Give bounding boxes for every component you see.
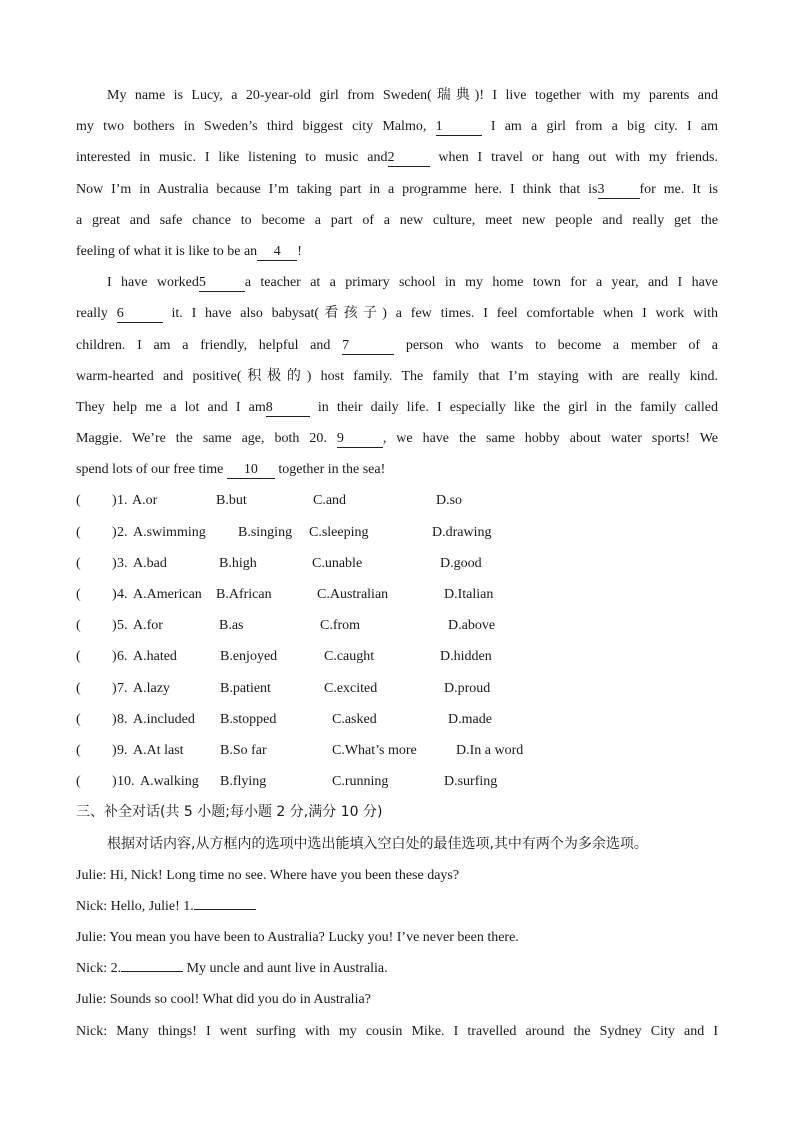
option-b[interactable]: B.high — [219, 555, 257, 571]
answer-paren-open[interactable]: ( — [76, 742, 81, 758]
dialogue-line: Nick: 2. My uncle and aunt live in Australia. — [76, 953, 718, 984]
option-a[interactable]: A.or — [132, 493, 158, 509]
section-instruction: 根据对话内容,从方框内的选项中选出能填入空白处的最佳选项,其中有两个为多余选项。 — [107, 835, 648, 852]
option-b[interactable]: B.African — [216, 587, 272, 602]
option-d[interactable]: D.In a word — [456, 742, 524, 758]
question-number: 5. — [117, 618, 128, 634]
option-b[interactable]: B.patient — [220, 680, 271, 696]
answer-blank-3[interactable]: 3 — [598, 182, 640, 199]
question-number: 2. — [117, 524, 128, 540]
multiple-choice-options — [76, 485, 718, 797]
answer-paren-close: ) — [112, 680, 117, 696]
answer-paren-open[interactable]: ( — [76, 649, 81, 665]
option-c[interactable]: C.sleeping — [309, 524, 369, 540]
dialogue — [76, 860, 718, 1047]
answer-paren-close: ) — [112, 742, 117, 758]
answer-blank-6[interactable]: 6 — [117, 306, 163, 323]
answer-paren-close: ) — [112, 524, 117, 540]
dialogue-line: Julie: Sounds so cool! What did you do in Australia? — [76, 992, 371, 1008]
question-number: 3. — [117, 555, 128, 571]
option-c[interactable]: C.asked — [332, 711, 377, 727]
answer-paren-open[interactable]: ( — [76, 774, 81, 790]
answer-paren-open[interactable]: ( — [76, 618, 81, 634]
option-row — [76, 610, 718, 641]
option-c[interactable]: C.unable — [312, 555, 363, 571]
option-row — [76, 485, 718, 516]
option-b[interactable]: B.but — [216, 493, 247, 509]
answer-paren-close: ) — [112, 555, 117, 571]
option-b[interactable]: B.enjoyed — [220, 649, 278, 665]
option-d[interactable]: D.drawing — [432, 524, 492, 540]
option-c[interactable]: C.caught — [324, 649, 375, 665]
option-c[interactable]: C.excited — [324, 680, 378, 696]
passage-line: really 6 it. I have also babysat(看孩子) a few times. I feel comfortable when I work with — [76, 306, 719, 322]
question-number: 6. — [117, 649, 128, 665]
dialogue-blank-2[interactable] — [121, 957, 183, 972]
option-c[interactable]: C.and — [313, 493, 347, 509]
answer-paren-close: ) — [112, 493, 117, 509]
option-b[interactable]: B.flying — [220, 774, 267, 790]
option-d[interactable]: D.Italian — [444, 587, 494, 602]
answer-blank-7[interactable]: 7 — [342, 338, 394, 355]
answer-blank-10[interactable]: 10 — [227, 462, 275, 479]
option-d[interactable]: D.made — [448, 711, 492, 727]
option-d[interactable]: D.so — [436, 493, 463, 509]
passage-line: They help me a lot and I am8 in their daily life. I especially like the girl in the family called — [76, 399, 719, 415]
answer-paren-open[interactable]: ( — [76, 555, 81, 571]
option-a[interactable]: A.for — [133, 618, 163, 634]
answer-blank-1[interactable]: 1 — [436, 119, 482, 136]
option-b[interactable]: B.So far — [220, 742, 267, 758]
option-a[interactable]: A.American — [133, 587, 202, 602]
option-row — [76, 548, 718, 579]
option-d[interactable]: D.above — [448, 618, 496, 634]
option-d[interactable]: D.surfing — [444, 774, 498, 790]
passage-line: interested in music. I like listening to music and2 when I travel or hang out with my friends. — [76, 150, 718, 166]
passage-line: my two bothers in Sweden’s third biggest city Malmo, 1 I am a girl from a big city. I am — [76, 119, 718, 135]
passage-line: children. I am a friendly, helpful and 7 person who wants to become a member of a — [76, 337, 719, 353]
passage-line: My name is Lucy, a 20-year-old girl from Sweden(瑞典)! I live together with my parents and — [107, 88, 718, 103]
passage-paragraph-2 — [76, 267, 718, 485]
option-b[interactable]: B.as — [219, 618, 244, 634]
answer-paren-close: ) — [112, 711, 117, 727]
question-number: 8. — [117, 711, 128, 727]
passage-line: spend lots of our free time 10 together in the sea! — [76, 462, 386, 478]
question-number: 9. — [117, 742, 128, 758]
passage-line: Maggie. We’re the same age, both 20. 9 , we have the same hobby about water sports! We — [76, 431, 719, 447]
answer-blank-4[interactable]: 4 — [257, 244, 297, 261]
dialogue-line: Julie: Hi, Nick! Long time no see. Where have you been these days? — [76, 867, 460, 883]
answer-blank-9[interactable]: 9 — [337, 431, 383, 448]
answer-paren-close: ) — [112, 587, 117, 602]
answer-blank-2[interactable]: 2 — [388, 150, 430, 167]
passage-line: warm-hearted and positive(积极的) host family. The family that I’m staying with are really kind. — [76, 368, 718, 384]
dialogue-blank-1[interactable] — [194, 895, 256, 910]
dialogue-line: Nick: Hello, Julie! 1. — [76, 891, 718, 922]
option-row — [76, 704, 718, 735]
option-a[interactable]: A.hated — [133, 649, 177, 665]
option-a[interactable]: A.bad — [133, 555, 167, 571]
option-c[interactable]: C.running — [332, 774, 389, 790]
dialogue-line: Nick: Many things! I went surfing with my cousin Mike. I travelled around the Sydney City and I — [76, 1023, 718, 1039]
passage-line: a great and safe chance to become a part of a new culture, meet new people and really get the — [76, 212, 718, 228]
answer-paren-close: ) — [112, 649, 117, 665]
option-d[interactable]: D.proud — [444, 680, 491, 696]
passage-line: Now I’m in Australia because I’m taking part in a programme here. I think that is3 for me. It is — [76, 181, 718, 197]
question-number: 10. — [117, 774, 135, 790]
section-heading: 三、补全对话(共 5 小题;每小题 2 分,满分 10 分) — [76, 804, 383, 821]
passage-line: feeling of what it is like to be an 4 ! — [76, 243, 302, 259]
option-b[interactable]: B.singing — [238, 524, 293, 540]
option-row — [76, 673, 718, 704]
dialogue-line: Julie: You mean you have been to Australia? Lucky you! I’ve never been there. — [76, 930, 519, 946]
option-a[interactable]: A.swimming — [133, 524, 206, 540]
passage-line: I have worked5 a teacher at a primary school in my home town for a year, and I have — [107, 275, 719, 291]
option-row — [76, 766, 718, 797]
answer-paren-open[interactable]: ( — [76, 711, 81, 727]
answer-paren-close: ) — [112, 774, 117, 790]
option-row — [76, 579, 718, 610]
question-number: 7. — [117, 680, 128, 696]
option-row — [76, 517, 718, 548]
option-a[interactable]: A.included — [133, 711, 195, 727]
answer-paren-close: ) — [112, 618, 117, 634]
answer-paren-open[interactable]: ( — [76, 493, 81, 509]
answer-blank-5[interactable]: 5 — [199, 275, 245, 292]
option-c[interactable]: C.from — [320, 618, 361, 634]
option-row — [76, 735, 718, 766]
answer-paren-open[interactable]: ( — [76, 587, 81, 602]
worksheet-page — [76, 80, 718, 1047]
answer-paren-open[interactable]: ( — [76, 524, 81, 540]
option-a[interactable]: A.lazy — [133, 680, 170, 696]
question-number: 4. — [117, 587, 128, 602]
option-a[interactable]: A.At last — [133, 742, 184, 758]
option-c[interactable]: C.What’s more — [332, 742, 417, 758]
option-row — [76, 641, 718, 672]
question-number: 1. — [117, 493, 128, 509]
option-d[interactable]: D.good — [440, 555, 482, 571]
option-b[interactable]: B.stopped — [220, 711, 277, 727]
option-c[interactable]: C.Australian — [317, 587, 389, 602]
passage-paragraph-1 — [76, 80, 718, 267]
option-a[interactable]: A.walking — [140, 774, 199, 790]
option-d[interactable]: D.hidden — [440, 649, 492, 665]
answer-blank-8[interactable]: 8 — [266, 400, 310, 417]
answer-paren-open[interactable]: ( — [76, 680, 81, 696]
